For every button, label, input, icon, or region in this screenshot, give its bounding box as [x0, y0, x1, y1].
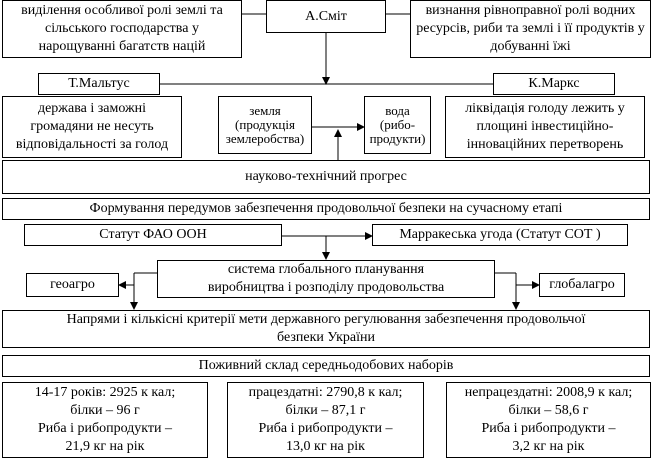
group-workers-line4: 13,0 кг на рік	[286, 439, 365, 454]
nutrition-box	[2, 355, 650, 377]
global-planning-line1: система глобального планування	[227, 262, 425, 277]
global-planning-box	[157, 260, 495, 298]
land-line1: земля	[249, 103, 281, 118]
group-teens-line3: Риба і рибопродукти –	[37, 421, 173, 436]
directions-box	[2, 310, 650, 348]
directions-line2: безпеки України	[277, 330, 375, 345]
malthus-text-box	[2, 96, 182, 158]
progress-text: науково-технічний прогрес	[245, 169, 407, 184]
group-nonworkers-line4: 3,2 кг на рік	[512, 439, 585, 454]
geoagro-text: геоагро	[50, 277, 95, 292]
marrakesh-box	[372, 224, 628, 246]
water-line3: продукти)	[369, 131, 426, 146]
formation-text: Формування передумов забезпечення продовольчої безпеки на сучасному етапі	[89, 201, 563, 216]
land-line3: землеробства)	[225, 131, 305, 146]
marx-text: ліквідація голоду лежить у площині інвестиційно-інноваційних перетворень	[465, 101, 625, 152]
water-box	[364, 96, 431, 154]
globalagro-box	[539, 273, 625, 297]
smith-box	[266, 0, 386, 33]
globalagro-text: глобалагро	[549, 277, 615, 292]
smith-name: А.Сміт	[305, 8, 347, 24]
marx-name: К.Маркс	[528, 76, 580, 91]
formation-box	[2, 198, 650, 220]
group-workers-line1: працездатні: 2790,8 к кал;	[248, 385, 403, 400]
group-teens-line4: 21,9 кг на рік	[65, 439, 145, 454]
global-planning-line2: виробництва і розподілу продовольства	[207, 280, 445, 295]
malthus-name: Т.Мальтус	[68, 76, 130, 91]
fao-text: Статут ФАО ООН	[99, 227, 207, 242]
group-nonworkers-line3: Риба і рибопродукти –	[481, 421, 616, 436]
smith-left-text: виділення особливої ролі землі та сільського господарства у нарощуванні багатств націй	[21, 3, 223, 54]
progress-box	[2, 160, 650, 194]
group-nonworkers-line2: білки – 58,6 г	[508, 403, 589, 418]
smith-left-box	[2, 0, 242, 58]
directions-line1: Напрями і кількісні критерії мети державного регулювання забезпечення продовольчої	[66, 312, 586, 327]
marx-name-box	[493, 73, 615, 95]
marx-text-box	[445, 96, 645, 158]
group-workers-line2: білки – 87,1 г	[285, 403, 366, 418]
smith-right-box	[410, 0, 651, 58]
water-line2: (рибо-	[379, 117, 416, 132]
malthus-name-box	[38, 73, 160, 95]
group-workers-line3: Риба і рибопродукти –	[258, 421, 393, 436]
smith-right-text: визнання рівноправної ролі водних ресурсів, риби та землі і її продуктів у добуванні їжі	[416, 3, 645, 54]
marrakesh-text: Марракеська угода (Статут СОТ )	[399, 227, 601, 242]
water-line1: вода	[385, 103, 410, 118]
group-nonworkers-line1: непрацездатні: 2008,9 к кал;	[464, 385, 633, 400]
group-teens-box	[2, 382, 208, 458]
group-teens-line2: білки – 96 г	[70, 403, 140, 418]
nutrition-text: Поживний склад середньодобових наборів	[198, 358, 454, 373]
malthus-text: держава і заможні громадяни не несуть відповідальності за голод	[15, 101, 169, 152]
group-workers-box	[227, 382, 424, 458]
geoagro-box	[26, 273, 119, 297]
group-nonworkers-box	[446, 382, 651, 458]
group-teens-line1: 14-17 років: 2925 к кал;	[34, 385, 176, 400]
fao-box	[24, 224, 282, 246]
land-box	[218, 96, 312, 154]
land-line2: (продукція	[235, 117, 295, 132]
